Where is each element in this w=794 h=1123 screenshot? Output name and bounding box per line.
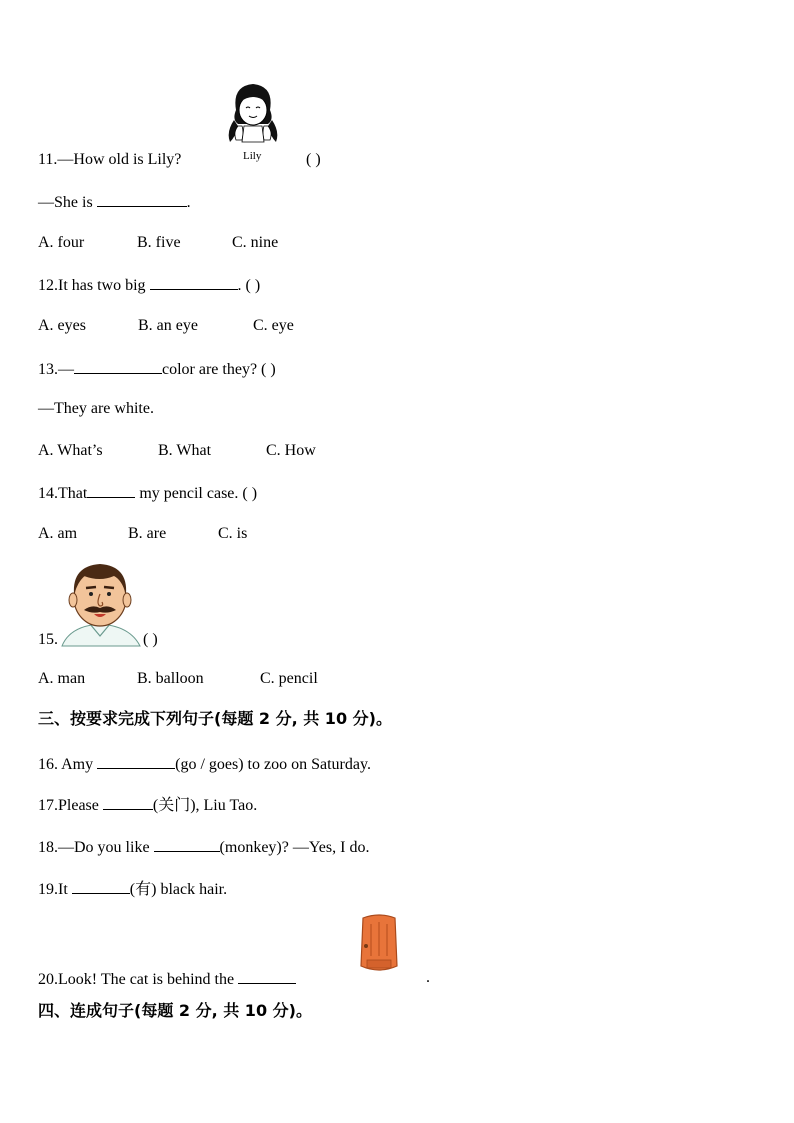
section-3-title: 三、按要求完成下列句子(每题 2 分, 共 10 分)。	[38, 709, 392, 728]
question-14-text: my pencil case. ( )	[135, 485, 258, 502]
question-19-prefix: 19.It	[38, 881, 72, 898]
question-18-prefix: 18.—Do you like	[38, 839, 154, 856]
question-16-text: (go / goes) to zoo on Saturday.	[175, 756, 371, 773]
answer-blank[interactable]	[238, 968, 296, 984]
question-18	[38, 836, 369, 858]
question-17-prefix: 17.Please	[38, 797, 103, 814]
answer-blank[interactable]	[74, 358, 162, 374]
question-12-text: 12.It has two big	[38, 277, 150, 294]
answer-prefix: —She is	[38, 194, 97, 211]
question-19	[38, 878, 227, 900]
option-a[interactable]: A. What’s	[38, 442, 103, 459]
section-4-title: 四、连成句子(每题 2 分, 共 10 分)。	[38, 1001, 312, 1020]
question-14-prefix: 14.That	[38, 485, 88, 502]
option-c[interactable]: C. nine	[232, 234, 279, 251]
answer-blank[interactable]	[87, 482, 135, 498]
question-15-prefix: 15.	[38, 631, 58, 648]
question-20	[38, 968, 296, 990]
question-19-text: (有) black hair.	[129, 881, 228, 898]
option-a[interactable]: A. am	[38, 525, 78, 542]
option-b[interactable]: B. an eye	[138, 317, 198, 334]
option-b[interactable]: B. are	[128, 525, 167, 542]
question-13	[38, 358, 276, 380]
answer-blank[interactable]	[150, 274, 238, 290]
answer-suffix: .	[186, 194, 191, 211]
option-b[interactable]: B. five	[137, 234, 181, 251]
question-11-answer-paren: ( )	[306, 151, 321, 168]
man-picture	[60, 560, 142, 648]
question-13-prefix: 13.—	[38, 361, 74, 378]
option-a[interactable]: A. man	[38, 670, 86, 687]
option-a[interactable]: A. eyes	[38, 317, 86, 334]
answer-blank[interactable]	[103, 794, 153, 810]
option-b[interactable]: B. What	[158, 442, 212, 459]
option-c[interactable]: C. pencil	[260, 670, 318, 687]
option-c[interactable]: C. How	[266, 442, 316, 459]
option-b[interactable]: B. balloon	[137, 670, 204, 687]
question-13-answer: —They are white.	[38, 400, 154, 417]
option-a[interactable]: A. four	[38, 234, 85, 251]
question-17	[38, 794, 257, 816]
question-12-suffix: . ( )	[237, 277, 261, 294]
answer-blank[interactable]	[97, 191, 187, 207]
option-c[interactable]: C. eye	[253, 317, 294, 334]
option-c[interactable]: C. is	[218, 525, 248, 542]
question-11-answer	[38, 191, 191, 213]
question-15-answer-paren: ( )	[143, 631, 158, 648]
question-11-text: 11.—How old is Lily?	[38, 151, 182, 168]
question-12	[38, 274, 260, 296]
question-17-text: (关门), Liu Tao.	[152, 797, 258, 814]
answer-blank[interactable]	[154, 836, 220, 852]
answer-blank[interactable]	[97, 753, 175, 769]
door-picture	[357, 914, 401, 978]
question-13-text: color are they? ( )	[162, 361, 276, 378]
question-18-text: (monkey)? —Yes, I do.	[219, 839, 370, 856]
question-20-period: .	[426, 969, 430, 986]
question-20-prefix: 20.Look! The cat is behind the	[38, 971, 239, 988]
question-14	[38, 482, 257, 504]
answer-blank[interactable]	[72, 878, 130, 894]
question-16-prefix: 16. Amy	[38, 756, 98, 773]
question-11	[38, 150, 181, 170]
lily-caption: Lily	[243, 150, 262, 162]
question-16	[38, 753, 371, 775]
question-15	[38, 630, 58, 650]
